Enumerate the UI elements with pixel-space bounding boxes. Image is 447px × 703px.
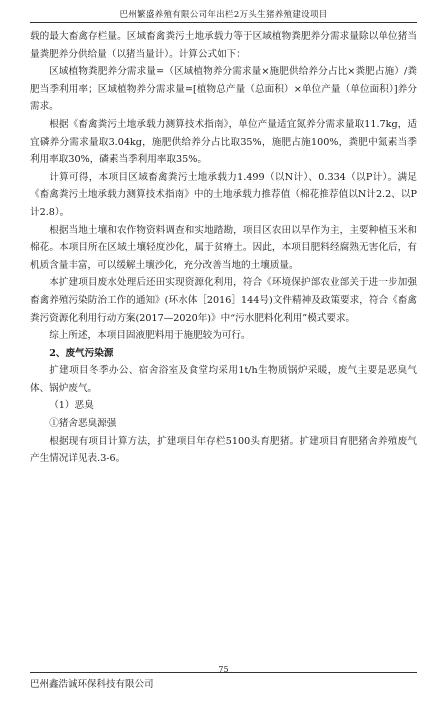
- sub-heading: （1）恶臭: [49, 400, 94, 412]
- paragraph-formula: 区域植物粪肥养分需求量=（区域植物养分需求量×施肥供给养分占比×粪肥占施）/粪肥当季利用率；区域植物养分需求量=[植物总产量（总面积）×单位产量（单位面积）]养分需求。: [30, 66, 417, 113]
- paragraph-soil-survey: 根据当地土壤和农作物资料调查和实地踏勘，项目区农田以旱作为主，主要种植玉米和棉花。本项目所在区域土壤轻度沙化，属于贫瘠土。因此，本项目肥料经腐熟无害化后，有机质含量丰富，可以缓解土壤沙化，充分改善当地的土壤质量。: [30, 224, 417, 271]
- paragraph-calculation-result: 计算可得，本项目区域畜禽粪污土地承载力1.499（以N计）、0.334（以P计）。满足《畜禽粪污土地承载力测算技术指南》中的土地承载力推荐值（棉花推荐值以N计2.2、以P计2.8）。: [30, 171, 417, 218]
- page-number: 75: [218, 665, 229, 674]
- paragraph-odor-source: 根据现有项目计算方法，扩建项目年存栏5100头育肥猪。扩建项目育肥猪舍养殖废气产生情况详见表.3-6。: [30, 435, 417, 465]
- paragraph-continuation: 载的最大畜禽存栏量。区域畜禽粪污土地承载力等于区域植物粪肥养分需求量除以单位猪当量粪肥养分供给量（以猪当量计）。计算公式如下：: [30, 31, 417, 60]
- paragraph-waste-gas: 扩建项目冬季办公、宿舍浴室及食堂均采用1t/h生物质锅炉采暖，废气主要是恶臭气体、锅炉废气。: [30, 365, 417, 394]
- header-divider: [30, 22, 417, 23]
- footer-divider: [30, 672, 417, 673]
- document-body: [30, 28, 417, 468]
- footer-company: 巴州鑫浩诚环保科技有限公司: [30, 679, 154, 690]
- paragraph-policy-compliance: 本扩建项目废水处理后还田实现资源化利用，符合《环境保护部农业部关于进一步加强畜禽养殖污染防治工作的通知》(环水体［2016］144号)文件精神及政策要求，符合《畜禽粪污资源化利用行动方案(2017—2020年)》中“污水肥料化利用”模式要求。: [30, 277, 417, 324]
- section-heading: 2、废气污染源: [49, 347, 114, 359]
- paragraph-conclusion: 综上所述，本项目固液肥料用于施肥较为可行。: [49, 330, 251, 342]
- paragraph-guideline-values: 根据《畜禽粪污土地承载力测算技术指南》，单位产量适宜氮养分需求量取11.7kg，适宜磷养分需求量取3.04kg，施肥供给养分占比取35%，施肥占施100%，粪肥中氮素当季利用率取30%，磷素当季利用率取35%。: [30, 118, 417, 166]
- sub-sub-heading: ①猪舍恶臭源强: [49, 418, 117, 430]
- running-header: 巴州繁盛养殖有限公司年出栏2万头生猪养殖建设项目: [119, 10, 328, 20]
